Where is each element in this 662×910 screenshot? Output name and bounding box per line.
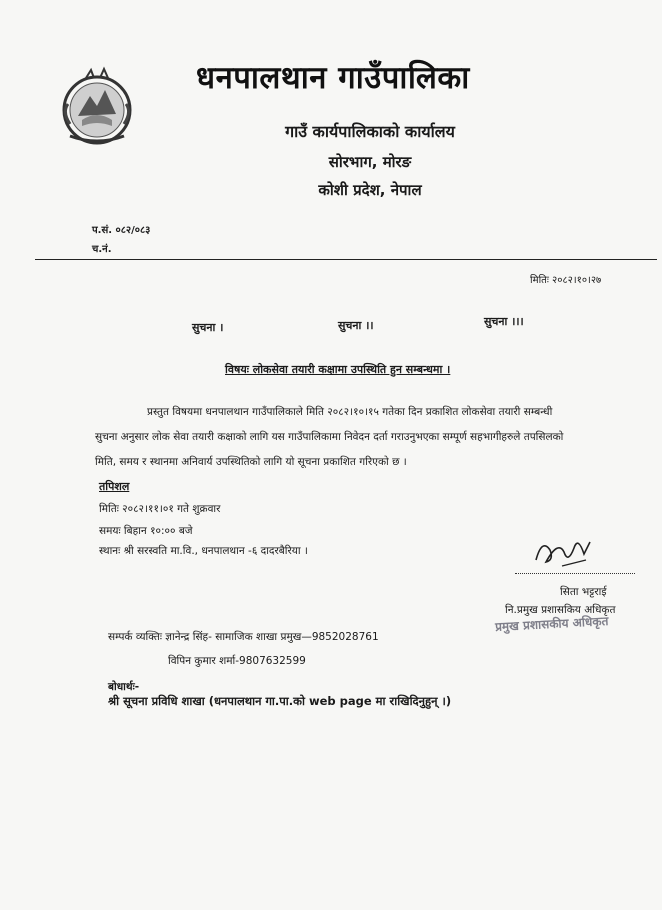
event-place: स्थानः श्री सरस्वति मा.वि., धनपालथान -६ दादरबैरिया । [99, 545, 308, 557]
letter-body [95, 400, 650, 475]
office-province: कोशी प्रदेश, नेपाल [318, 181, 422, 199]
office-location: सोरभाग, मोरङ [328, 153, 412, 171]
signatory-title: नि.प्रमुख प्रशासकिय अधिकृत [505, 604, 616, 616]
header-divider [35, 259, 657, 260]
event-date: मितिः २०८२।११।०१ गते शुक्रवार [99, 503, 221, 515]
letter-subject: विषयः लोकसेवा तयारी कक्षामा उपस्थिति हुन सम्बन्धमा । [225, 363, 451, 376]
body-line-2: सुचना अनुसार लोक सेवा तयारी कक्षाको लागि यस गाउँपालिकामा निवेदन दर्ता गराउनुभएका सम्पूर्ण सहभागीहरुले तपसिलको [95, 431, 564, 443]
contact-person-1: सम्पर्क व्यक्तिः ज्ञानेन्द्र सिंह- सामाजिक शाखा प्रमुख—9852028761 [108, 631, 379, 643]
notice-label-1: सुचना । [192, 321, 224, 334]
event-time: समयः बिहान १०:०० बजे [99, 525, 193, 537]
body-line-1: प्रस्तुत विषयमा धनपालथान गाउँपालिकाले मिति २०८२।१०।१५ गतेका दिन प्रकाशित लोकसेवा तयारी सम्बन्धी [147, 406, 553, 418]
notice-label-2: सुचना ।। [338, 319, 374, 332]
reference-number: प.सं. ०८२/०८३ [92, 225, 151, 236]
cc-recipient: श्री सूचना प्रविधि शाखा (धनपालथान गा.पा.को web page मा राखिदिनुहुन् ।) [108, 694, 452, 708]
office-name: गाउँ कार्यपालिकाको कार्यालय [285, 122, 455, 141]
signature-scrawl [528, 530, 598, 570]
signature-line [515, 573, 635, 574]
details-heading: तपिशल [99, 480, 130, 493]
contact-person-2: विपिन कुमार शर्मा-9807632599 [168, 655, 306, 667]
letter-date: मितिः २०८२।१०।२७ [530, 275, 602, 286]
cc-label: बोधार्थः- [108, 681, 140, 693]
official-stamp: प्रमुख प्रशासकीय अधिकृत [494, 614, 609, 634]
dispatch-number: च.नं. [92, 244, 112, 255]
notice-label-3: सुचना ।।। [484, 315, 524, 328]
nepal-emblem-icon [56, 66, 138, 148]
signatory-name: सिता भट्टराई [560, 586, 607, 598]
body-line-3: मिति, समय र स्थानमा अनिवार्य उपस्थितिको लागि यो सूचना प्रकाशित गरिएको छ । [95, 456, 407, 468]
municipality-title: धनपालथान गाउँपालिका [196, 60, 470, 96]
